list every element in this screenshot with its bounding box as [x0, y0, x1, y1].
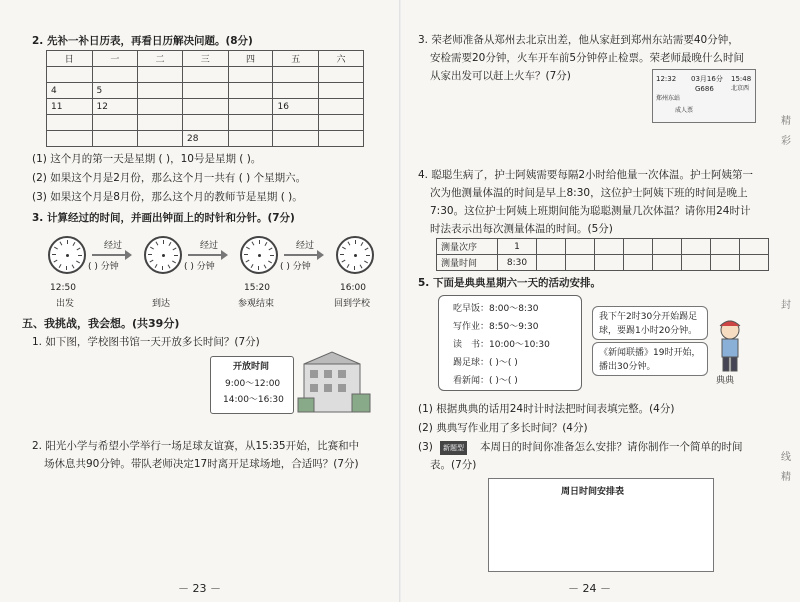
- calendar-cell: [228, 115, 273, 131]
- rq5-sub2: (2) 典典写作业用了多长时间？(4分): [418, 422, 588, 434]
- clock-tick: [264, 265, 267, 269]
- calendar-cell: [47, 67, 93, 83]
- passed-label-2: 经过: [200, 241, 219, 251]
- rq4-line1: 4. 聪聪生病了，护士阿姨需要每隔2小时给他量一次体温。护士阿姨第一: [418, 169, 754, 181]
- activity-2: 写作业：8:50～9:30: [453, 322, 539, 332]
- time-label-2: 15:20: [244, 283, 270, 293]
- clock-tick: [59, 264, 62, 268]
- side-decoration-1: 精: [781, 116, 791, 127]
- arrow-icon: [284, 254, 322, 256]
- train-ticket: [652, 69, 756, 123]
- calendar-cell: [92, 115, 138, 131]
- rq4-line4: 时法表示出每次测量体温的时间。(5分): [430, 223, 613, 235]
- activity-list: [438, 295, 582, 391]
- calendar-weekday: 五: [273, 51, 319, 67]
- clock-tick: [77, 248, 81, 251]
- bubble-1-line2: 球，要踢1小时20分钟。: [599, 326, 698, 336]
- clock-tick: [268, 261, 272, 264]
- clock-tick: [340, 254, 344, 255]
- temperature-table: [436, 238, 769, 271]
- library-building-icon: [294, 350, 374, 416]
- clock-tick: [259, 240, 260, 244]
- q3-title: 3. 计算经过的时间，并画出钟面上的时针和分针。(7分): [32, 212, 295, 224]
- calendar-cell: [183, 115, 229, 131]
- clock-tick: [270, 255, 274, 256]
- q2-sub3: (3) 如果这个月是8月份，那么这个月的教师节是星期 ( )。: [32, 191, 303, 203]
- clock-tick: [366, 255, 370, 256]
- speech-bubble-2: [592, 342, 708, 376]
- clock-tick: [174, 255, 178, 256]
- calendar-cell: 28: [183, 131, 229, 147]
- arrow-icon: [92, 254, 130, 256]
- calendar-cell: [138, 99, 183, 115]
- row1-first: 1: [498, 239, 537, 255]
- arrow-icon: [188, 254, 226, 256]
- calendar-weekday: 日: [47, 51, 93, 67]
- card-time-2: 14:00～16:30: [223, 395, 284, 405]
- ticket-date: 03月16分: [691, 75, 723, 83]
- clock-tick: [246, 247, 250, 250]
- passed-label-3: 经过: [296, 241, 315, 251]
- calendar-cell: [273, 131, 319, 147]
- q2-sub2: (2) 如果这个月是2月份，那么这个月一共有 ( ) 个星期六。: [32, 172, 307, 184]
- ticket-train: G686: [695, 85, 714, 93]
- time-label-3: 16:00: [340, 283, 366, 293]
- calendar-cell: [47, 131, 93, 147]
- rq4-line2: 次为他测量体温的时间是早上8:30，这位护士阿姨下班的时间是晚上: [430, 187, 748, 199]
- clock-tick: [168, 265, 171, 269]
- calendar-weekday: 三: [183, 51, 229, 67]
- activity-4: 踢足球：( )～( ): [453, 358, 518, 368]
- clock-tick: [361, 242, 364, 246]
- clock-tick: [169, 242, 172, 246]
- calendar-cell: [183, 83, 229, 99]
- clock-caption-1: 出发: [56, 299, 75, 309]
- rq5-sub3-label: (3): [418, 441, 433, 453]
- clock-tick: [163, 240, 164, 244]
- page-number-right: － 24 －: [568, 582, 611, 595]
- speech-bubble-1: [592, 306, 708, 340]
- rq4-line3: 7:30。这位护士阿姨上班期间能为聪聪测量几次体温？请你用24时计: [430, 205, 751, 217]
- rq5-sub3-line2: 表。(7分): [430, 459, 477, 471]
- calendar-cell: [273, 67, 319, 83]
- boy-character-icon: [712, 318, 748, 374]
- calendar-cell: [228, 83, 273, 99]
- clock-tick: [150, 247, 154, 250]
- activity-1: 吃早饭：8:00～8:30: [453, 304, 539, 314]
- clock-tick: [364, 261, 368, 264]
- calendar-table: [46, 50, 364, 147]
- calendar-cell: [138, 83, 183, 99]
- calendar-cell: [319, 115, 364, 131]
- new-question-badge: 新题型: [440, 441, 467, 455]
- calendar-cell: [92, 67, 138, 83]
- clock-caption-3: 参观结束: [238, 299, 275, 309]
- card-title: 开放时间: [233, 362, 270, 372]
- clock-tick: [365, 248, 369, 251]
- opening-hours-card: [210, 356, 294, 414]
- calendar-cell: [138, 67, 183, 83]
- side-decoration-3: 封: [781, 300, 791, 311]
- clock-tick: [156, 242, 159, 246]
- rq5-sub3-line1: 本周日的时间你准备怎么安排？请你制作一个简单的时间: [480, 441, 743, 453]
- calendar-cell: [183, 99, 229, 115]
- row2-first: 8:30: [498, 255, 537, 271]
- bubble-1-line1: 我下午2时30分开始踢足: [599, 312, 698, 322]
- calendar-cell: 11: [47, 99, 93, 115]
- row1-label: 测量次序: [437, 239, 498, 255]
- calendar-cell: [183, 67, 229, 83]
- rq5-sub1: (1) 根据典典的话用24时计时法把时间表填完整。(4分): [418, 403, 675, 415]
- clock-tick: [78, 255, 82, 256]
- calendar-weekday: 二: [138, 51, 183, 67]
- q2-sub1: (1) 这个月的第一天是星期 ( )，10号是星期 ( )。: [32, 153, 262, 165]
- calendar-cell: [273, 115, 319, 131]
- character-name: 典典: [716, 376, 735, 386]
- calendar-cell: [319, 131, 364, 147]
- clock-tick: [172, 261, 176, 264]
- clock-tick: [73, 242, 76, 246]
- calendar-weekday: 一: [92, 51, 138, 67]
- clock-tick: [54, 260, 58, 263]
- ticket-station: 郑州东站: [656, 95, 681, 102]
- clock-tick: [67, 240, 68, 244]
- clock-tick: [76, 261, 80, 264]
- section-5-heading: 五、我挑战，我会想。(共39分): [22, 317, 180, 330]
- calendar-weekday: 六: [319, 51, 364, 67]
- clock-tick: [342, 260, 346, 263]
- clock-tick: [244, 254, 248, 255]
- bubble-2-line1: 《新闻联播》19时开始，: [599, 348, 701, 358]
- clock-caption-2: 到达: [152, 299, 171, 309]
- calendar-cell: [47, 115, 93, 131]
- clock-tick: [72, 265, 75, 269]
- clock-tick: [150, 260, 154, 263]
- rq3-line1: 3. 荣老师准备从郑州去北京出差，他从家赶到郑州东站需要40分钟，: [418, 34, 739, 46]
- clock-tick: [52, 254, 56, 255]
- calendar-cell: 16: [273, 99, 319, 115]
- clock-face-3: [240, 236, 278, 274]
- rq5-title: 5. 下面是典典星期六一天的活动安排。: [418, 277, 601, 289]
- s2-line2: 场休息共90分钟。带队老师决定17时离开足球场地，合适吗？(7分): [44, 458, 359, 470]
- calendar-cell: [273, 83, 319, 99]
- ticket-time: 12:32: [656, 75, 677, 83]
- clock-face-2: [144, 236, 182, 274]
- page-number-left: － 23 －: [178, 582, 221, 595]
- s2-line1: 2. 阳光小学与希望小学举行一场足球友谊赛，从15:35开始，比赛和中: [32, 440, 360, 452]
- calendar-cell: 4: [47, 83, 93, 99]
- rq3-line3: 从家出发可以赶上火车？(7分): [430, 70, 571, 82]
- clock-face-4: [336, 236, 374, 274]
- right-page: [400, 0, 800, 602]
- bubble-2-line2: 播出30分钟。: [599, 362, 656, 372]
- activity-5: 看新闻：( )～( ): [453, 376, 518, 386]
- calendar-cell: [228, 67, 273, 83]
- side-decoration-4: 线: [781, 452, 791, 463]
- clock-tick: [354, 266, 355, 270]
- clock-tick: [252, 242, 255, 246]
- clock-tick: [265, 242, 268, 246]
- ticket-departure: 15:48: [731, 75, 752, 83]
- calendar-cell: [138, 115, 183, 131]
- clock-tick: [246, 260, 250, 263]
- clock-tick: [251, 264, 254, 268]
- passed-label-1: 经过: [104, 241, 123, 251]
- clock-tick: [347, 264, 350, 268]
- clock-tick: [148, 254, 152, 255]
- calendar-cell: [228, 131, 273, 147]
- clock-tick: [360, 265, 363, 269]
- ticket-city: 北京西: [731, 85, 750, 92]
- clock-tick: [355, 240, 356, 244]
- calendar-cell: [319, 83, 364, 99]
- calendar-cell: [319, 99, 364, 115]
- clock-tick: [342, 247, 346, 250]
- clock-tick: [60, 242, 63, 246]
- activity-3: 读 书：10:00～10:30: [453, 340, 550, 350]
- clock-tick: [54, 247, 58, 250]
- minutes-blank-3: ( ) 分钟: [280, 262, 311, 272]
- sunday-schedule-box: [488, 478, 714, 572]
- ticket-type: 成人票: [675, 107, 694, 114]
- clock-tick: [173, 248, 177, 251]
- calendar-cell: [228, 99, 273, 115]
- clock-face-1: [48, 236, 86, 274]
- s1-title: 1. 如下图，学校图书馆一天开放多长时间？(7分): [32, 336, 260, 348]
- card-time-1: 9:00～12:00: [225, 379, 281, 389]
- q2-title: 2. 先补一补日历表，再看日历解决问题。(8分): [32, 35, 253, 47]
- schedule-title: 周日时间安排表: [561, 487, 625, 497]
- clock-tick: [66, 266, 67, 270]
- time-label-1: 12:50: [50, 283, 76, 293]
- clock-tick: [155, 264, 158, 268]
- rq3-line2: 安检需要20分钟，火车开车前5分钟停止检票。荣老师最晚什么时间: [430, 52, 745, 64]
- side-decoration-2: 彩: [781, 136, 791, 147]
- clock-tick: [162, 266, 163, 270]
- minutes-blank-1: ( ) 分钟: [88, 262, 119, 272]
- calendar-cell: 5: [92, 83, 138, 99]
- row2-label: 测量时间: [437, 255, 498, 271]
- calendar-cell: 12: [92, 99, 138, 115]
- calendar-cell: [319, 67, 364, 83]
- minutes-blank-2: ( ) 分钟: [184, 262, 215, 272]
- clock-tick: [258, 266, 259, 270]
- calendar-weekday: 四: [228, 51, 273, 67]
- clock-tick: [348, 242, 351, 246]
- calendar-cell: [92, 131, 138, 147]
- calendar-cell: [138, 131, 183, 147]
- side-decoration-5: 精: [781, 472, 791, 483]
- clock-caption-4: 回到学校: [334, 299, 371, 309]
- clock-tick: [269, 248, 273, 251]
